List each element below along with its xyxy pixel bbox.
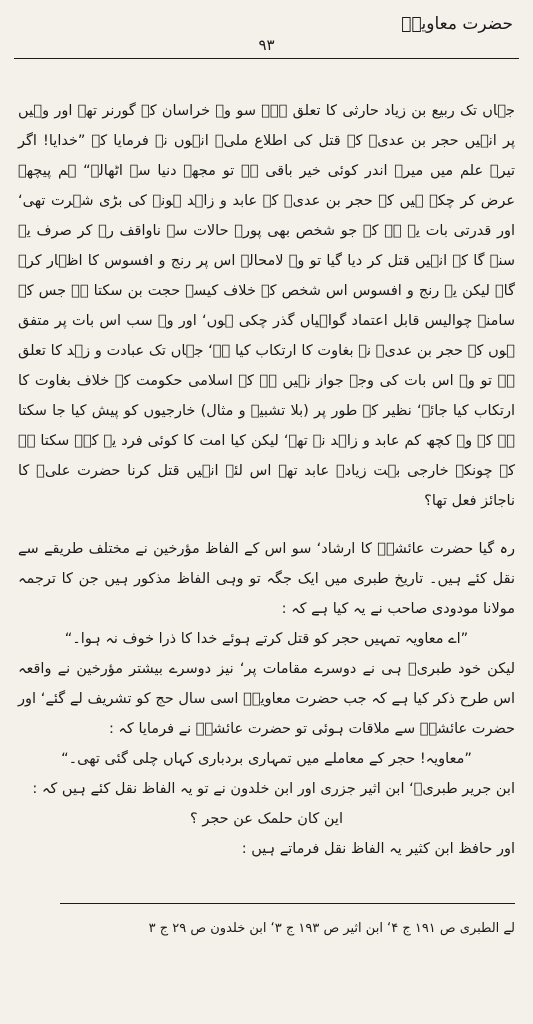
footnote-rule	[60, 903, 515, 904]
page-header	[14, 14, 519, 54]
footnote: لے الطبری ص ۱۹۱ ج ۴‘ ابن اثیر ص ۱۹۳ ج ۳‘ ابن خلدون ص ۲۹ ج ۳	[148, 921, 515, 936]
page-body	[18, 96, 515, 896]
paragraph-4: ابن جریر طبریؒ‘ ابن اثیر جزری اور ابن خلدون نے تو یہ الفاظ نقل کئے ہیں کہ :	[32, 781, 515, 797]
quote-1: ”اے معاویہ تمہیں حجر کو قتل کرتے ہوئے خدا کا ذرا خوف نہ ہوا۔“	[64, 631, 469, 647]
running-title: حضرت معاویہؓ	[401, 14, 513, 34]
page-number: ۹۳	[258, 36, 275, 54]
quote-2: ”معاویہ! حجر کے معاملے میں تمہاری بردباری کہاں چلی گئی تھی۔“	[61, 751, 472, 767]
arabic-quote: این کان حلمک عن حجر ؟	[190, 811, 343, 827]
paragraph-3: لیکن خود طبریؒ ہی نے دوسرے مقامات پر‘ نیز دوسرے بیشتر مؤرخین نے واقعہ اس طرح ذکر کیا ہے کہ جب حضرت معاویہؓ اسی سال حج کو تشریف لے گئے‘ اور حضرت عائشہؓ سے ملاقات ہوئی تو حضرت عائشہؓ نے فرمایا کہ :	[18, 661, 515, 737]
paragraph-1: جہاں تک ربیع بن زیاد حارثی کا تعلق ہے۔ سو وہ خراسان کے گورنر تھے اور وہیں پر انہیں حجر بن عدیؓ کے قتل کی اطلاع ملی۔ انہوں نے فرمایا کہ ”خدایا! اگر تیرے علم میں میرے اندر کوئی خیر باقی ہے تو مجھے دنیا سے اٹھالے“ ہم پیچھے عرض کر چکے ہیں کہ حجر بن عدیؓ کے عابد و زاہد ہونے کی بڑی شہرت تھی‘ اور قدرتی بات یہ ہے کہ جو شخص بھی پورے حالات سے ناواقف رہ کر صرف یہ سنے گا کہ انہیں قتل کر دیا گیا تو وہ لامحالہ اس پر رنج و افسوس کا اظہار کرے گا۔ لیکن یہ رنج و افسوس اس شخص کے خلاف کیسے حجت بن سکتا ہے جس کے سامنے چوالیس قابل اعتماد گواہیاں گذر چکی ہوں‘ اور وہ سب اس بات پر متفق ہوں کہ حجر بن عدیؓ نے بغاوت کا ارتکاب کیا ہے‘ جہاں تک عبادت و زہد کا تعلق ہے تو وہ اس بات کی وجہ جواز نہیں ہے کہ اسلامی حکومت کے خلاف بغاوت کا ارتکاب کیا جائے‘ نظیر کے طور پر (بلا تشبیہ و مثال) خارجیوں کو پیش کیا جا سکتا ہے کہ وہ کچھ کم عابد و زاہد نہ تھے‘ لیکن کیا امت کا کوئی فرد یہ کہہ سکتا ہے کہ چونکہ خارجی بہت زیادہ عابد تھے اس لئے انہیں قتل کرنا حضرت علیؓ کا ناجائز فعل تھا؟	[18, 103, 515, 509]
header-rule	[14, 58, 519, 59]
paragraph-2: رہ گیا حضرت عائشہؓ کا ارشاد‘ سو اس کے الفاظ مؤرخین نے مختلف طریقے سے نقل کئے ہیں۔ تاریخ طبری میں ایک جگہ تو وہی الفاظ مذکور ہیں جن کا ترجمہ مولانا مودودی صاحب نے یہ کیا ہے کہ :	[18, 541, 515, 617]
paragraph-5: اور حافظ ابن کثیر یہ الفاظ نقل فرماتے ہیں :	[241, 841, 515, 857]
paragraph-gap	[18, 516, 515, 534]
